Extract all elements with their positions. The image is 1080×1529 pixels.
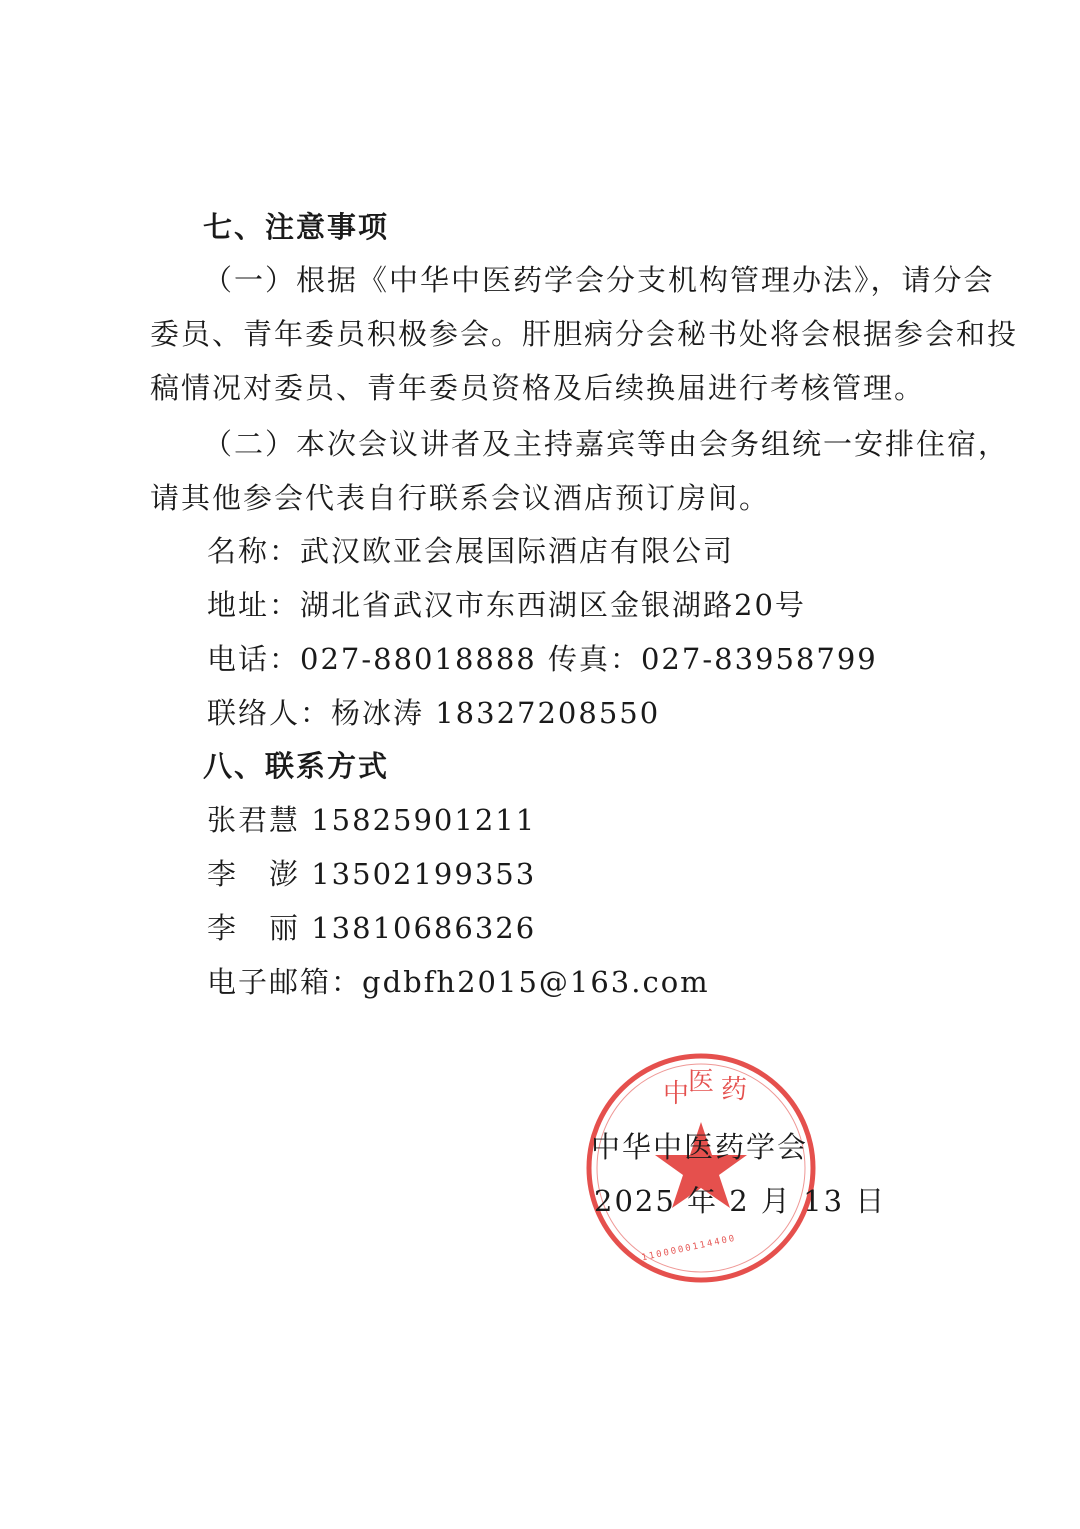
svg-text:医: 医 — [688, 1067, 715, 1097]
svg-text:1100000114400: 1100000114400 — [640, 1233, 738, 1264]
item-1-line-1: （一）根据《中华中医药学会分支机构管理办法》，请分会 — [203, 263, 995, 297]
hotel-name: 名称：武汉欧亚会展国际酒店有限公司 — [207, 534, 735, 568]
contact-1: 张君慧 15825901211 — [207, 803, 537, 837]
contact-3: 李 丽 13810686326 — [207, 911, 537, 945]
svg-text:中: 中 — [663, 1079, 690, 1109]
item-1-line-3: 稿情况对委员、青年委员资格及后续换届进行考核管理。 — [150, 371, 926, 405]
contact-2: 李 澎 13502199353 — [207, 857, 537, 891]
svg-text:药: 药 — [721, 1075, 748, 1105]
item-1-line-2: 委员、青年委员积极参会。肝胆病分会秘书处将会根据参会和投 — [150, 317, 1019, 351]
section-8-heading: 八、联系方式 — [203, 749, 390, 783]
hotel-contact: 联络人：杨冰涛 18327208550 — [207, 696, 661, 730]
item-2-line-1: （二）本次会议讲者及主持嘉宾等由会务组统一安排住宿， — [203, 427, 1010, 461]
official-seal — [583, 1050, 819, 1286]
hotel-address: 地址：湖北省武汉市东西湖区金银湖路20号 — [207, 588, 806, 622]
contact-email: 电子邮箱：gdbfh2015@163.com — [207, 965, 710, 999]
item-2-line-2: 请其他参会代表自行联系会议酒店预订房间。 — [150, 481, 771, 515]
signature-org: 中华中医药学会 — [591, 1130, 809, 1164]
signature-date: 2025 年 2 月 13 日 — [594, 1184, 887, 1218]
hotel-phone: 电话：027-88018888 传真：027-83958799 — [207, 642, 878, 676]
section-7-heading: 七、注意事项 — [203, 210, 390, 244]
